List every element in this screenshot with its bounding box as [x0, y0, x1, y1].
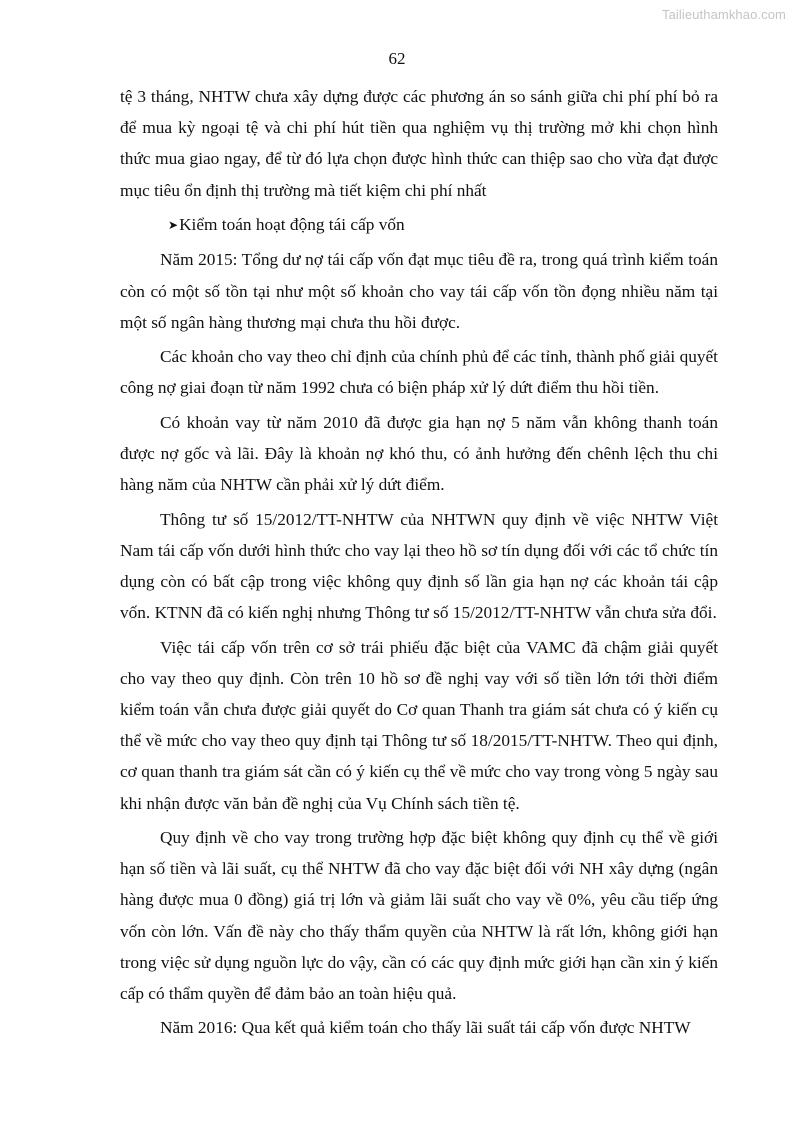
section-heading-text: Kiểm toán hoạt động tái cấp vốn	[179, 215, 405, 234]
paragraph: Năm 2015: Tổng dư nợ tái cấp vốn đạt mục tiêu đề ra, trong quá trình kiểm toán còn có một số tồn tại như một số khoản cho vay tái cấp vốn tồn đọng nhiều năm tại một số ngân hàng thương mại chưa thu hồi được.	[120, 250, 718, 332]
paragraph-continuation: tệ 3 tháng, NHTW chưa xây dựng được các phương án so sánh giữa chi phí phí bỏ ra để mua kỳ ngoại tệ và chi phí hút tiền qua nghiệm vụ thị trường mở khi chọn hình thức mua giao ngay, để từ đó lựa chọn được hình thức can thiệp sao cho vừa đạt được mục tiêu ổn định thị trường mà tiết kiệm chi phí nhất	[120, 87, 718, 200]
page-number: 62	[388, 49, 406, 68]
watermark: Tailieuthamkhao.com	[661, 7, 786, 22]
paragraph: Thông tư số 15/2012/TT-NHTW của NHTWN quy định về việc NHTW Việt Nam tái cấp vốn dưới hình thức cho vay lại theo hồ sơ tín dụng đối với các tổ chức tín dụng còn có bất cập trong việc không quy định số lần gia hạn nợ các khoản tái cập vốn. KTNN đã có kiến nghị nhưng Thông tư số 15/2012/TT-NHTW vẫn chưa sửa đổi.	[120, 509, 718, 623]
paragraph: Các khoản cho vay theo chỉ định của chính phủ để các tỉnh, thành phố giải quyết công nợ giai đoạn từ năm 1992 chưa có biện pháp xử lý dứt điểm thu hồi tiền.	[120, 347, 718, 398]
document-body	[120, 81, 718, 1047]
paragraph: Có khoản vay từ năm 2010 đã được gia hạn nợ 5 năm vẫn không thanh toán được nợ gốc và lãi. Đây là khoản nợ khó thu, có ảnh hưởng đến chênh lệch thu chi hàng năm của NHTW cần phải xử lý dứt điểm.	[120, 412, 718, 495]
paragraph: Quy định về cho vay trong trường hợp đặc biệt không quy định cụ thể về giới hạn số tiền và lãi suất, cụ thể NHTW đã cho vay đặc biệt đối với NH xây dựng (ngân hàng được mua 0 đồng) giá trị lớn và giảm lãi suất cho vay về 0%, yêu cầu tiếp ứng vốn còn lớn. Vấn đề này cho thấy thẩm quyền của NHTW là rất lớn, không giới hạn trong việc sử dụng nguồn lực do vậy, cần có các quy định mức giới hạn cần xin ý kiến cấp có thẩm quyền để đảm bảo an toàn hiệu quả.	[120, 827, 718, 1003]
paragraph: Việc tái cấp vốn trên cơ sở trái phiếu đặc biệt của VAMC đã chậm giải quyết cho vay theo quy định. Còn trên 10 hồ sơ đề nghị vay với số tiền lớn tới thời điểm kiểm toán vẫn chưa được giải quyết do Cơ quan Thanh tra giám sát chưa có ý kiến cụ thể về mức cho vay theo quy định tại Thông tư số 18/2015/TT-NHTW. Theo qui định, cơ quan thanh tra giám sát cần có ý kiến cụ thể về mức cho vay trong vòng 5 ngày sau khi nhận được văn bản đề nghị của Vụ Chính sách tiền tệ.	[120, 637, 718, 813]
arrow-bullet-icon: ➤	[168, 218, 179, 232]
section-heading	[120, 209, 718, 241]
paragraph: Năm 2016: Qua kết quả kiểm toán cho thấy lãi suất tái cấp vốn được NHTW	[160, 1018, 691, 1038]
